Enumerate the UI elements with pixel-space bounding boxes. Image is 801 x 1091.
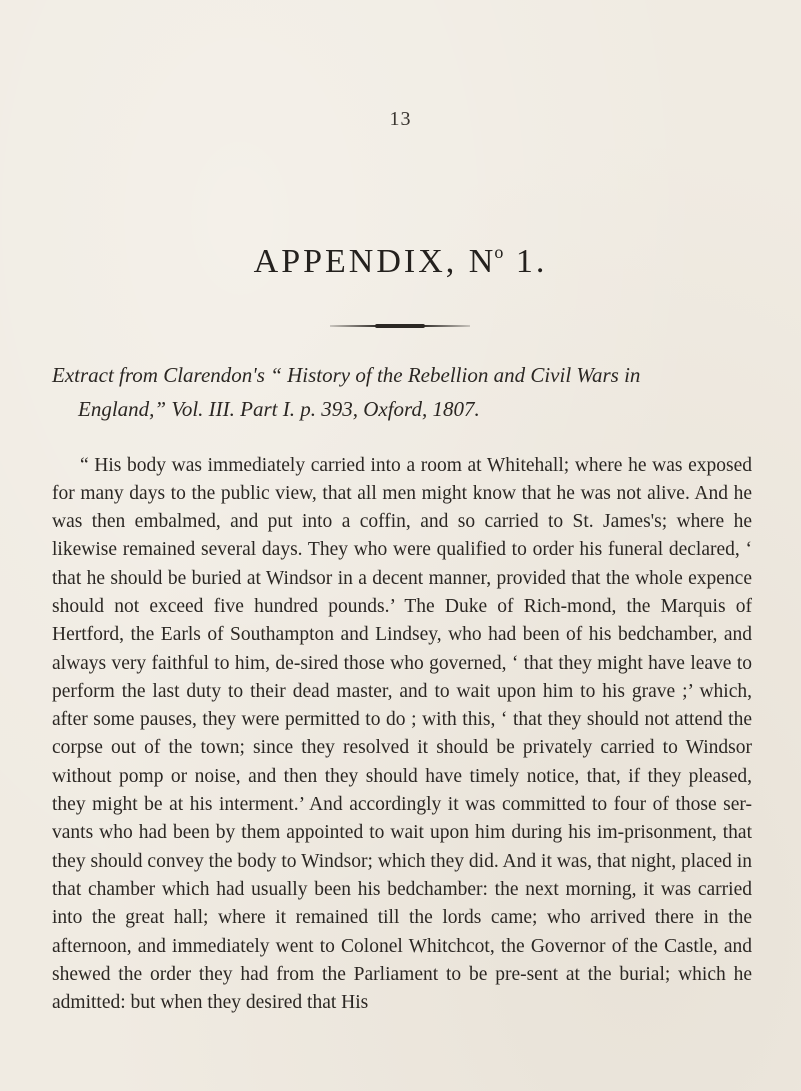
citation-title-line1: “ History of the Rebellion and Civil Wars in — [270, 363, 641, 387]
ornamental-rule — [330, 325, 470, 327]
citation-prefix: Extract from Clarendon's — [52, 363, 271, 387]
citation-title-line2: England,” — [78, 397, 167, 421]
extract-body-text: “ His body was immediately carried into a room at Whitehall; where he was exposed for many days to the public view, that all men might know that he was not alive. And he was then embalmed, and put into a coffin, and so carried to St. James's; where he likewise remained several days. They who were qualified to order his funeral declared, ‘ that he should be buried at Windsor in a decent manner, provided that the whole expence should not exceed five hundred pounds.’ The Duke of Rich-mond, the Marquis of Hertford, the Earls of Southampton and Lindsey, who had been of his bedchamber, and always very faithful to him, de-sired those who governed, ‘ that they might have leave to perform the last duty to their dead master, and to wait upon him to his grave ;’ which, after some pauses, they were permitted to do ; with this, ‘ that they should not attend the corpse out of the town; since they resolved it should be privately carried to Windsor without pomp or noise, and then they should have timely notice, that, if they pleased, they might be at his interment.’ And accordingly it was committed to four of those ser-vants who had been by them appointed to wait upon him during his im-prisonment, that they should convey the body to Windsor; which they did. And it was, that night, placed in that chamber which had usually been his bedchamber: the next morning, it was carried into the great hall; where it remained till the lords came; who arrived there in the afternoon, and immediately went to Colonel Whitchcot, the Governor of the Castle, and shewed the order they had from the Parliament to be pre-sent at the burial; which he admitted: but when they desired that His — [52, 454, 752, 1014]
appendix-number-label — [469, 243, 505, 280]
appendix-heading — [0, 242, 801, 281]
appendix-number-letter: N — [468, 243, 495, 280]
appendix-number-sup: o — [494, 242, 505, 262]
page-number: 13 — [389, 108, 412, 130]
appendix-title: APPENDIX, — [253, 243, 458, 280]
citation-details: Vol. III. Part I. p. 393, Oxford, 1807. — [166, 397, 480, 421]
source-citation — [52, 358, 752, 426]
citation-line2 — [52, 392, 752, 426]
appendix-number-value: 1. — [515, 243, 548, 280]
